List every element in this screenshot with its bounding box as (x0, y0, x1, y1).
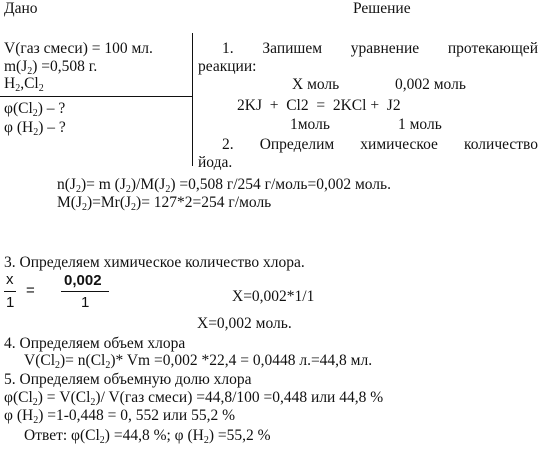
step2-heading-cont: йода. (198, 154, 233, 171)
step3-heading: 3. Определяем химическое количество хлора. (4, 254, 305, 271)
find-cl2: $\varphi(Cl_2)$ – ? (4, 100, 66, 119)
fraction-x-denominator: 1 (6, 294, 15, 311)
one-mol-label-a: 1моль (290, 116, 330, 133)
step4-heading: 4. Определяем объем хлора (4, 335, 186, 352)
given-vertical-divider (192, 33, 193, 166)
step1-heading: 1. Запишем уравнение протекающей (222, 40, 538, 57)
given-volume: V(газ смеси) = 100 мл. (4, 40, 153, 57)
chlorine-fraction-calc: $\varphi(Cl_2) = V(Cl_2)/$ V(газ смеси) =44,8/100 =0,448 или 44,8 % (4, 389, 384, 408)
fraction-x-bar (4, 291, 16, 292)
iodine-amount-calc: $n(J_2)= m$ $(J_2)/M(J_2) =0,508$ г/254 г/моль=0,002 моль. (57, 176, 391, 195)
final-answer: Ответ: $\varphi(Cl_2) =44,8$ %; φ $(H_2) =55,2$ % (24, 427, 271, 446)
mol-value-label: 0,002 моль (395, 76, 466, 93)
step1-heading-cont: реакции: (198, 58, 257, 75)
iodine-molar-mass-calc: $M(J_2)=Mr(J_2)= 127*2=254$ г/моль (57, 194, 272, 213)
chlorine-volume-calc: $V(Cl_2)= n(Cl_2)*$ Vm =0,002 *22,4 = 0,0448 л.=44,8 мл. (24, 352, 373, 371)
find-h2: φ $(H_2)$ – ? (4, 119, 66, 138)
fraction-value-numerator: 0,002 (64, 272, 102, 289)
fraction-value-denominator: 1 (81, 294, 90, 311)
reaction-equation: 2KJ + Cl2 = 2KCl + J2 (237, 97, 401, 114)
x-result: X=0,002 моль. (197, 315, 292, 332)
step5-heading: 5. Определяем объемную долю хлора (4, 371, 252, 388)
step2-heading: 2. Определим химическое количество (222, 136, 538, 153)
hydrogen-fraction-calc: φ $(H_2) =1-0,448 = 0$, 552 или 55,2 % (4, 407, 235, 426)
given-heading: Дано (4, 0, 38, 17)
x-mol-label: X моль (292, 76, 340, 93)
solution-heading: Решение (353, 0, 411, 17)
given-mass: $m(J_2) =0,508$ г. (4, 58, 98, 77)
fraction-equals-sign: = (26, 282, 35, 299)
given-substances: $H_2,Cl_2$ (4, 75, 44, 94)
given-divider (0, 96, 192, 97)
fraction-value-bar (61, 291, 109, 292)
fraction-x-numerator: x (6, 271, 14, 288)
one-mol-label-b: 1 моль (398, 116, 442, 133)
x-calculation: X=0,002*1/1 (232, 288, 315, 305)
